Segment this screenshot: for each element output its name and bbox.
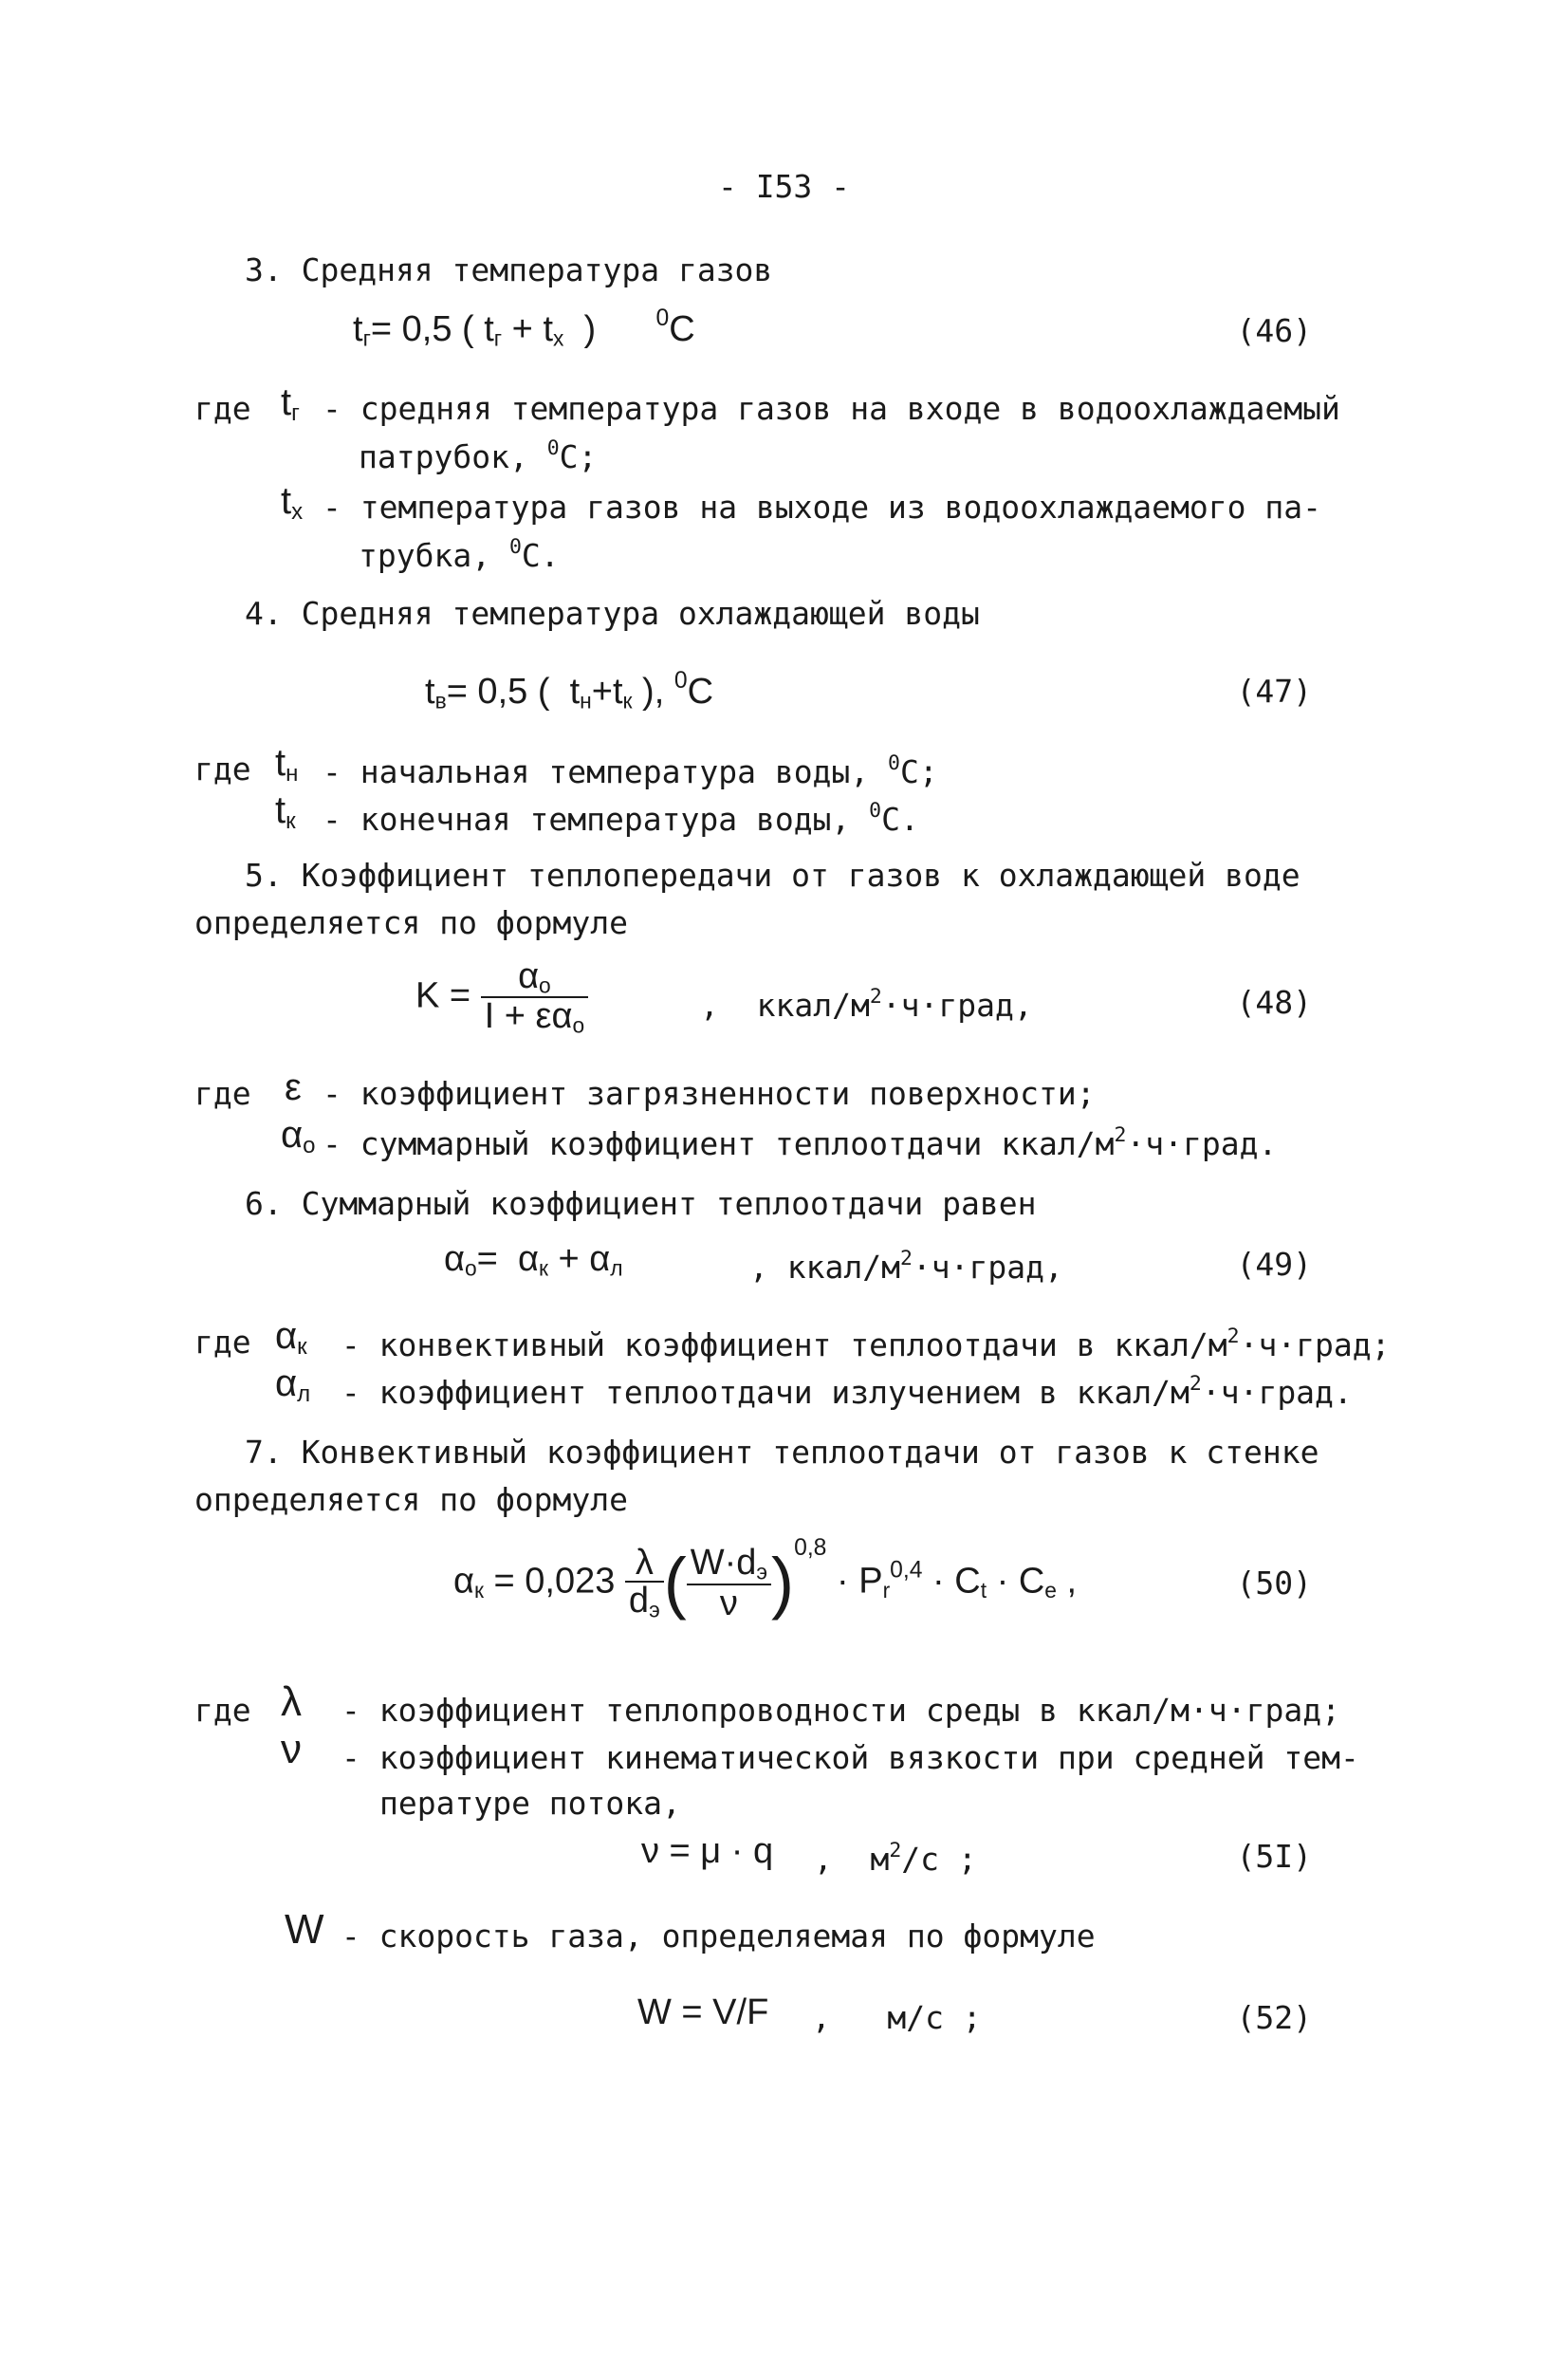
where-label: где <box>194 1692 251 1729</box>
equation-number-50: (50) <box>1236 1565 1312 1602</box>
definition-alpha-o: - суммарный коэффициент теплоотдачи ккал/$м^2\cdot ч\cdot град$. <box>323 1123 1278 1162</box>
symbol-alpha-l: $\alpha_л$ <box>275 1362 311 1407</box>
equation-number-46: (46) <box>1236 312 1312 349</box>
symbol-t-g: $t_г$ <box>281 381 300 426</box>
formula-49: $\alpha_о= \alpha_к + \alpha_л$ <box>444 1239 623 1281</box>
where-label: где <box>194 1324 251 1361</box>
equation-number-48: (48) <box>1236 984 1312 1021</box>
equation-number-47: (47) <box>1236 673 1312 710</box>
symbol-lambda: λ <box>281 1678 302 1725</box>
definition-lambda: - коэффициент теплопроводности среды в ккал/м·ч·град; <box>341 1692 1340 1729</box>
section-7-line2: определяется по формуле <box>194 1481 628 1518</box>
symbol-alpha-o: $\alpha_о$ <box>281 1114 316 1158</box>
fraction-lambda-de: $\frac{\lambda}{d_э}$ <box>625 1545 664 1621</box>
section-5-line1: 5. Коэффициент теплопередачи от газов к охлаждающей воде <box>245 857 1301 894</box>
formula-46: $t_г= 0,5$ ( $t_г + t_х$ ) $^0$С <box>353 306 695 351</box>
equation-number-51: (5I) <box>1236 1838 1312 1875</box>
formula-51-unit: , $м^2/с$ ; <box>795 1839 977 1878</box>
definition-alpha-k: - конвективный коэффициент теплоотдачи в ккал/$м^2\cdot ч\cdot град$; <box>323 1325 1391 1363</box>
symbol-t-k: $t_к$ <box>275 789 296 834</box>
where-label: где <box>194 1075 251 1112</box>
formula-47: $t_в= 0,5$ ( $t_н+t_к$ ), $^0$С <box>425 668 714 713</box>
definition-epsilon: - коэффициент загрязненности поверхности; <box>323 1075 1096 1112</box>
symbol-t-n: $t_н$ <box>275 742 299 787</box>
definition-t-n: - начальная температура воды, $^0$С; <box>323 751 938 790</box>
formula-50: $\alpha_к = 0,023$ $\frac{\lambda}{d_э}$ ( $\frac{W\cdot d_э}{\nu}$ )$^{0,8} \cdot P_r^{0,4} \cdot C_t \cdot C_e$ , <box>453 1535 1078 1623</box>
definition-nu-line1: - коэффициент кинематической вязкости при средней тем- <box>341 1739 1359 1776</box>
section-5-line2: определяется по формуле <box>194 904 628 941</box>
formula-48: K = $\frac{\alpha_о}{I + \varepsilon\alpha_о}$ <box>415 958 588 1037</box>
fraction-w-de-nu: $\frac{W\cdot d_э}{\nu}$ <box>687 1545 771 1621</box>
definition-alpha-l: - коэффициент теплоотдачи излучением в ккал/$м^2\cdot ч\cdot град$. <box>323 1372 1353 1411</box>
definition-nu-line2: пературе потока, <box>379 1785 681 1822</box>
equation-number-52: (52) <box>1236 1999 1312 2036</box>
definition-t-k: - конечная температура воды, $^0$С. <box>323 799 919 838</box>
symbol-alpha-k: $\alpha_к$ <box>275 1315 307 1360</box>
symbol-w: W <box>285 1906 324 1953</box>
fraction-48: $\frac{\alpha_о}{I + \varepsilon\alpha_о}$ <box>481 958 588 1037</box>
where-label: где <box>194 750 251 787</box>
formula-52-unit: , м/с ; <box>793 1999 982 2036</box>
definition-t-x-line2: трубка, $^0$С. <box>359 535 560 574</box>
formula-48-unit: , ккал/$м^2\cdot ч\cdot град$, <box>700 985 1033 1024</box>
formula-49-unit: , ккал/$м^2\cdot ч\cdot град$, <box>749 1247 1063 1286</box>
section-3-heading: 3. Средняя температура газов <box>245 251 773 288</box>
section-4-heading: 4. Средняя температура охлаждающей воды <box>245 595 980 632</box>
page-number: - I53 - <box>717 168 851 205</box>
formula-51: ν = μ · q <box>641 1831 774 1871</box>
symbol-nu: ν <box>281 1726 302 1772</box>
symbol-epsilon: ε <box>285 1066 302 1108</box>
symbol-t-x: $t_х$ <box>281 480 304 525</box>
definition-t-g-line2: патрубок, $^0$С; <box>359 436 598 475</box>
formula-52: W = V/F <box>637 1992 769 2032</box>
equation-number-49: (49) <box>1236 1246 1312 1283</box>
section-7-line1: 7. Конвективный коэффициент теплоотдачи от газов к стенке <box>245 1434 1319 1471</box>
definition-t-x-line1: - температура газов на выходе из водоохлаждаемого па- <box>323 489 1321 526</box>
definition-t-g-line1: - средняя температура газов на входе в водоохлаждаемый <box>323 390 1340 427</box>
section-6-heading: 6. Суммарный коэффициент теплоотдачи равен <box>245 1185 1037 1222</box>
definition-w: - скорость газа, определяемая по формуле <box>323 1918 1096 1955</box>
where-label: где <box>194 390 251 427</box>
